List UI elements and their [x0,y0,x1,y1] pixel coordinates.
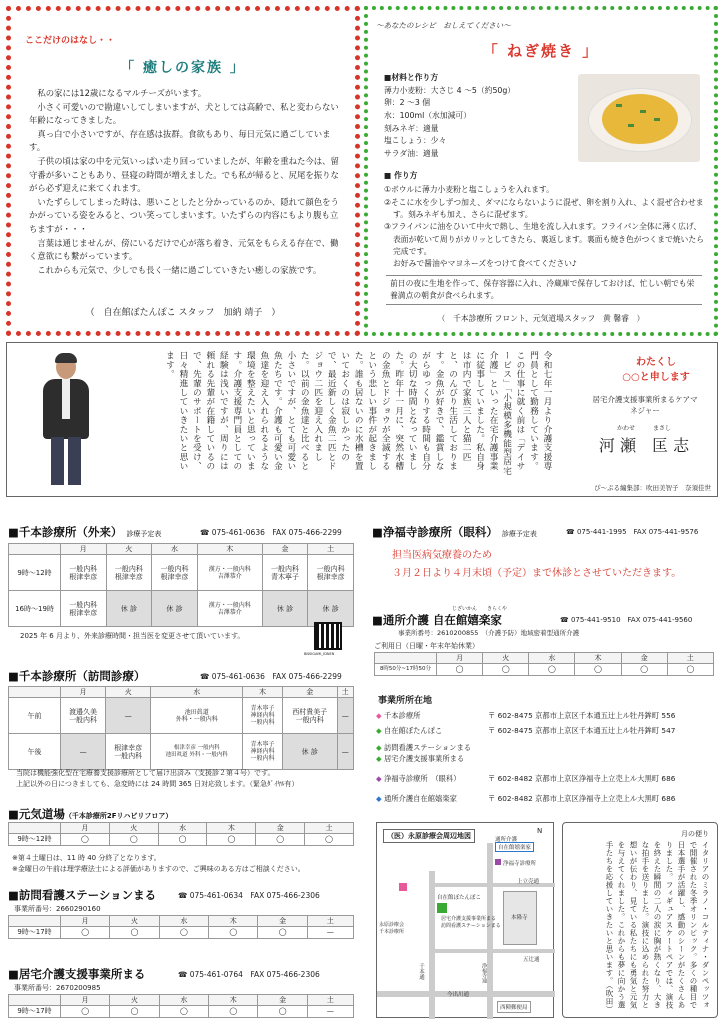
recipe-signature: （ 千本診療所 フロント、元気道場スタッフ 黄 馨睿 ） [437,314,645,323]
intro-badge-1: わたくし [636,357,676,368]
essay-para: 私の家には12歳になるマルチーズがいます。 [37,88,207,98]
intro-kana: かわせ まさし [616,425,671,432]
essay-para: これからも元気で、少しでも長く一緒に過ごしていきたい癒しの家族です。 [37,264,322,275]
column-body: イタリアのミラノ・コルティナ・ダンペッツォで開催された冬季オリンピック。多くの種目で日本選手が活躍し、感動のシーンがたくさんありました。フィギュアスケートペアでは、演技を終えた瞬間の二人の涙に胸が熱くなり、大きな拍手を送りました。演技に込められた努力と想いが伝わり、見ている私たちにも勇気と元気を与えてくれました。これからも夢に向かう選手たちを応援していきたいと思います。（吹田） [605,841,710,1014]
editors: ぴ～ぷる編集部：吹田美智子 奈須佳世 [594,484,711,492]
map-label: 本隆寺 [511,915,528,921]
essay-title: 「 癒しの家族 」 [120,60,246,76]
dojo-table: 月 火 水 木 金 土 9時～12時 ◯ ◯ ◯ ◯ ◯ ◯ [8,822,354,846]
step: ③フライパンに油をひいて中火で熱し、生地を流し入れます。フライパン全体に薄く広げ、表面が乾いて周りがカリッとしてきたら、裏返します。裏面も焼き色がつくまで焼いたら完成です。 [384,222,704,256]
step: お好みで醤油やマヨネーズをつけて食べてください♪ [393,259,577,269]
column-frame [562,822,718,1018]
location-item: ◆ 自在館ぼたんぽこ 〒 602-8475 京都市上京区千本通五辻上ル牡丹鉾町 547 [376,726,676,735]
geka-table: 月 火 水 木 金 土 9時～12時 一般内科 根津幸彦 一般内科 根津幸彦 一般内科 根津幸彦 漢方・一般内科 吉澤恭介 一般内科 青木寧子 一般内科 根津幸彦 16時～19時 一般内科 根津幸彦 休 診 休 診 漢方・一般内科 吉澤恭介 休 診 休 診 [8,543,354,627]
tsusho-number: 事業所番号：2610200855 （介護予防）地域密着型通所介護 [398,629,580,637]
houkan-title: ■訪問看護ステーションまる [8,888,157,902]
intro-badge [609,353,703,383]
kyotaku-phone: ☎ 075-461-0764 FAX 075-466-2306 [178,970,320,979]
essay-signature: （ 自在館ぼたんぽこ スタッフ 加納 靖子 ） [85,308,281,318]
ingredient: サラダ油：適量 [384,148,439,158]
qr-label: BNSIGAMI_IDNEN [304,652,335,656]
ingredients-heading: ■材料と作り方 [384,73,439,82]
dojo-note-1: ※第４土曜日は、11 時 40 分終了となります。 [12,854,161,862]
intro-body: 令和七年一月より介護支援専門員として勤務しています。この仕事に就く前は「デイサービス」「小規模多機能型居宅介護」といった在宅介護事業に従事していました。私自身は市内で家族三人と猫二匹と、のんびり生活しております。金魚が好きで、鑑賞しながらゆっくりする時間も自分の大切な時間となっていました。昨年十一月に、突然水槽の金魚とドジョウが全滅するという悲しい事件が起きました。誰も居ないのに水槽を置いておくのは寂しかったので、最近新しく金魚二匹とドジョウ二匹を迎え入れました。以前の金魚達と比べると小さいですが、とても可愛い魚たちです。介護も可愛い金魚達を迎え入れられるような環境を整えたいと思っています。介護支援専門員としての経験は浅いですが、周りには頼れる先輩が在籍しているので、先輩のサポートを受け、日々精進していきたいと思います。 [164,351,552,476]
map-marker-jofukuji [495,859,501,865]
intro-role: 居宅介護支援事業所まるケアマネジャー [592,395,698,415]
map-label: 今出川通 [447,992,470,998]
dojo-note-2: ※金曜日の午前は理学療法士による評価がありますので、ご興味のある方はご相談ください。 [12,865,305,873]
tsusho-table: 月 火 水 木 金 土 8時50分~17時50分 ◯ ◯ ◯ ◯ ◯ ◯ [374,652,714,676]
location-item: ◆ 居宅介護支援事業所まる [376,754,465,763]
north-arrow-icon: N [537,827,543,835]
locations-list [376,712,716,810]
location-item: ◆ 千本診療所 〒 602-8475 京都市上京区千本通五辻上ル牡丹鉾町 556 [376,711,676,720]
geka-phone: ☎ 075-461-0636 FAX 075-466-2299 [200,528,342,537]
map-title: （医）永原診療会周辺地図 [383,829,475,843]
area-map [376,822,554,1018]
homon-note-2: 上記以外の日につきましても、急変時には 24 時間 365 日対応致します。（緊急ﾀﾞｲﾔﾙ有） [16,780,299,788]
ingredient: 刻みネギ：適量 [384,123,439,133]
column-title: 月の便り [681,830,709,838]
intro-name: 河 瀬 匡 志 [598,436,690,455]
map-label: 居宅介護支援事業所まる [441,916,497,922]
location-item: ◆ 浄福寺診療所 （眼科） 〒 602-8482 京都市上京区浄福寺上立売上ル大黒町 686 [376,774,676,783]
map-label: 永原診療会 千本診療所 [379,922,405,935]
ganka-title: ■浄福寺診療所（眼科） 診療予定表 [372,525,537,539]
houkan-phone: ☎ 075-461-0634 FAX 075-466-2306 [178,891,320,900]
step: ②そこに水を少しずつ加え、ダマにならないように混ぜ、卵を割り入れ、よく混ぜ合わせます。刻みネギも加え、さらに混ぜます。 [384,197,704,219]
essay-para: 小さく可愛いので勘違いしてしまいますが、犬としては高齢で、私と変わらない年齢になってきました。 [29,101,339,126]
tsusho-use: ご利用日（日曜・年末年始休業） [374,642,479,650]
road-itsutsuji [435,949,555,953]
map-label: 浄福寺通 [481,963,487,983]
map-label: 上立売通 [517,879,540,885]
essay-para: 真っ白で小さいですが、存在感は抜群。食欲もあり、毎日元気に過ごしています。 [29,128,331,153]
geka-title: ■千本診療所（外来） 診療予定表 [8,525,162,539]
map-label: 自在館ぼたんぽこ [437,895,482,901]
map-marker-botanpoko [437,903,447,913]
essay-kicker: ここだけのはなし・・ [25,36,116,46]
kyotaku-number: 事業所番号：2670200985 [14,984,101,992]
homon-table: 月 火 水 木 金 土 午前 渡邉久美 一般内科 — 池田眞道 外科・一般内科 青木寧子 神経内科 一般内科 西村貴美子 一般内科 — 午後 — 根津幸彦 一般内科 根津幸彦 一般内科 池田眞道 外科・一般内科 青木寧子 神経内科 一般内科 休 診 — [8,686,354,770]
ingredient: 卵：2 ～3 個 [384,98,431,108]
ingredients [384,72,515,160]
step: ①ボウルに薄力小麦粉と塩こしょうを入れます。 [384,185,554,195]
essay-frame [6,6,360,336]
ganka-phone: ☎ 075-441-1995 FAX 075-441-9576 [566,528,699,536]
essay-body [29,87,341,278]
qr-code [314,622,342,650]
intro-frame [6,342,718,497]
essay-para: いたずらしてしまった時は、悪いことしたと分かっているのか、隠れて顔色をうかがっている姿をみると、つい笑ってしまいます。いたずらの内容にもより腹も立ちますが・・・ [29,196,339,235]
geka-note: 2025 年 6 月より、外来診療時間・担当医を変更させて頂いています。 [20,632,245,640]
recipe-kicker: ～あなたのレシピ おしえてください～ [376,21,511,30]
recipe-note: 前日の夜に生地を作って、保存容器に入れ、冷蔵庫で保存しておけば、忙しい朝でも栄養満点の朝食が食べられます。 [386,275,702,305]
homon-note-1: 当院は機能強化型在宅療養支援診療所として届け出済み（支援診２第４号）です。 [16,769,275,777]
negiyaki-photo [578,74,700,162]
map-label: 通所介護 [495,837,518,843]
houkan-number: 事業所番号：2660290160 [14,905,101,913]
recipe-steps [384,170,706,271]
ganka-notice-2: ３月２日より４月末頃（予定）まで休診とさせていただきます。 [392,568,682,579]
tsusho-title: ■通所介護 自在館嬉楽家 [372,613,502,627]
houkan-table: 月 火 水 木 金 土 9時～17時 ◯ ◯ ◯ ◯ ◯ — [8,915,354,939]
ingredient: 水：100ml（水加減可） [384,110,472,120]
homon-phone: ☎ 075-461-0636 FAX 075-466-2299 [200,672,342,681]
map-label: 千本通 [418,963,424,980]
dojo-title: ■元気道場（千本診療所2Fリハビリフロア） [8,807,173,821]
map-label: 浄福寺診療所 [503,861,537,867]
location-item: ◆ 通所介護自在館嬉楽家 〒 602-8482 京都市上京区浄福寺上立売上ル大黒町 686 [376,794,676,803]
steps-heading: ■ 作り方 [384,171,418,180]
recipe-title: 「 ねぎ焼き 」 [482,42,600,60]
tsusho-kana: じざいかん きらくや [452,606,508,612]
recipe-frame [364,6,718,336]
kyotaku-title: ■居宅介護支援事業所まる [8,967,146,981]
ingredient: 塩こしょう：少々 [384,136,447,146]
kyotaku-table: 月 火 水 木 金 土 9時～17時 ◯ ◯ ◯ ◯ ◯ — [8,994,354,1018]
map-label: 五辻通 [523,957,540,963]
locations-title: 事業所所在地 [378,696,433,706]
homon-title: ■千本診療所（訪問診療） [8,669,146,683]
location-item: ◆ 訪問看護ステーションまる [376,743,472,752]
ganka-notice-1: 担当医病気療養のため [392,550,492,561]
staff-photo [37,351,95,491]
map-marker-senbon [399,883,407,891]
essay-para: 言葉は通じませんが、傍にいるだけで心が落ち着き、元気をもらえる存在で、働く意欲にも繋がっています。 [29,237,339,262]
tsusho-phone: ☎ 075-441-9510 FAX 075-441-9560 [560,616,693,624]
ingredient: 薄力小麦粉：大さじ 4 ～5（約50g） [384,85,516,95]
essay-para: 子供の頃は家の中を元気いっぱい走り回っていましたが、年齢を重ねた今は、留守番が多いこともあり、昼寝の時間が増えました。でも私が帰ると、尻尾を振りながら必ず迎えに来てくれます。 [29,156,339,194]
intro-badge-2: ○○と申します [622,372,690,383]
map-post-office: 西陣郵便局 [497,1001,531,1013]
map-label: 訪問看護ステーションまる [441,923,501,929]
map-label: 自在館嬉楽家 [495,842,534,852]
